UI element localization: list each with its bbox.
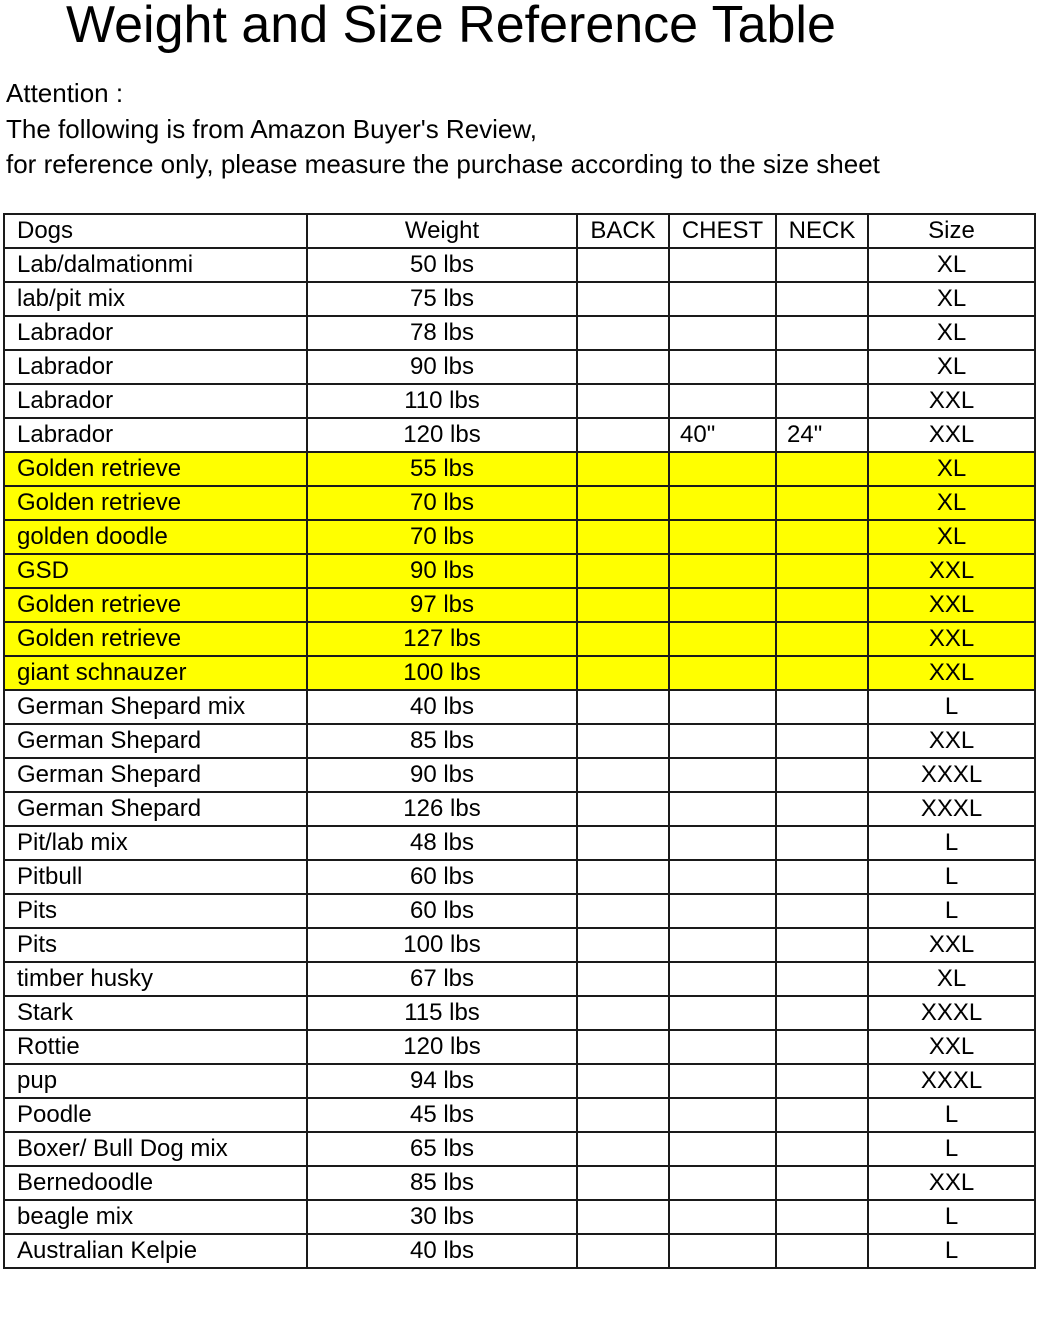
cell-back xyxy=(577,622,669,656)
table-row xyxy=(4,1064,1035,1098)
cell-neck xyxy=(776,316,868,350)
cell-size: XXXL xyxy=(868,996,1035,1030)
cell-chest xyxy=(669,520,776,554)
header-size: Size xyxy=(868,214,1035,248)
cell-chest xyxy=(669,1030,776,1064)
cell-size: XXL xyxy=(868,724,1035,758)
cell-size: L xyxy=(868,1132,1035,1166)
table-row xyxy=(4,894,1035,928)
cell-weight: 48 lbs xyxy=(307,826,577,860)
table-row xyxy=(4,826,1035,860)
cell-neck xyxy=(776,1166,868,1200)
table-row xyxy=(4,520,1035,554)
cell-size: XXL xyxy=(868,928,1035,962)
cell-neck xyxy=(776,996,868,1030)
cell-neck xyxy=(776,452,868,486)
cell-size: XXL xyxy=(868,1166,1035,1200)
cell-size: XXXL xyxy=(868,758,1035,792)
cell-size: XL xyxy=(868,350,1035,384)
cell-back xyxy=(577,758,669,792)
cell-size: XL xyxy=(868,248,1035,282)
table-row xyxy=(4,486,1035,520)
table-row xyxy=(4,622,1035,656)
cell-chest xyxy=(669,384,776,418)
cell-size: XXL xyxy=(868,622,1035,656)
cell-dog: lab/pit mix xyxy=(4,282,307,316)
cell-neck xyxy=(776,384,868,418)
cell-neck xyxy=(776,520,868,554)
table-row xyxy=(4,1030,1035,1064)
cell-weight: 30 lbs xyxy=(307,1200,577,1234)
cell-size: XL xyxy=(868,282,1035,316)
cell-neck xyxy=(776,690,868,724)
cell-neck xyxy=(776,860,868,894)
cell-dog: German Shepard xyxy=(4,724,307,758)
cell-dog: Golden retrieve xyxy=(4,588,307,622)
cell-back xyxy=(577,554,669,588)
cell-dog: beagle mix xyxy=(4,1200,307,1234)
table-row xyxy=(4,418,1035,452)
table-row xyxy=(4,1098,1035,1132)
cell-chest xyxy=(669,1166,776,1200)
cell-chest xyxy=(669,1200,776,1234)
cell-dog: pup xyxy=(4,1064,307,1098)
header-chest: CHEST xyxy=(669,214,776,248)
cell-dog: giant schnauzer xyxy=(4,656,307,690)
attention-label: Attention : xyxy=(6,78,124,108)
cell-neck: 24" xyxy=(776,418,868,452)
cell-back xyxy=(577,418,669,452)
table-row xyxy=(4,282,1035,316)
cell-weight: 40 lbs xyxy=(307,690,577,724)
table-row xyxy=(4,452,1035,486)
table-body xyxy=(4,248,1035,1268)
cell-back xyxy=(577,826,669,860)
cell-neck xyxy=(776,1098,868,1132)
cell-dog: Pitbull xyxy=(4,860,307,894)
cell-dog: German Shepard mix xyxy=(4,690,307,724)
cell-neck xyxy=(776,758,868,792)
cell-back xyxy=(577,792,669,826)
cell-size: XXXL xyxy=(868,792,1035,826)
cell-size: L xyxy=(868,1098,1035,1132)
cell-back xyxy=(577,248,669,282)
header-back: BACK xyxy=(577,214,669,248)
size-reference-table xyxy=(3,213,1036,1269)
cell-neck xyxy=(776,282,868,316)
table-row xyxy=(4,1200,1035,1234)
cell-neck xyxy=(776,248,868,282)
header-weight: Weight xyxy=(307,214,577,248)
cell-weight: 70 lbs xyxy=(307,486,577,520)
header-dogs: Dogs xyxy=(4,214,307,248)
cell-dog: Poodle xyxy=(4,1098,307,1132)
cell-back xyxy=(577,962,669,996)
table-row xyxy=(4,860,1035,894)
cell-back xyxy=(577,316,669,350)
cell-weight: 45 lbs xyxy=(307,1098,577,1132)
cell-dog: Stark xyxy=(4,996,307,1030)
cell-chest xyxy=(669,486,776,520)
cell-neck xyxy=(776,1030,868,1064)
cell-size: XXXL xyxy=(868,1064,1035,1098)
cell-weight: 127 lbs xyxy=(307,622,577,656)
cell-size: XL xyxy=(868,520,1035,554)
table-row xyxy=(4,554,1035,588)
cell-dog: Pits xyxy=(4,928,307,962)
cell-weight: 78 lbs xyxy=(307,316,577,350)
cell-back xyxy=(577,1200,669,1234)
cell-chest xyxy=(669,1132,776,1166)
cell-dog: Labrador xyxy=(4,384,307,418)
table-row xyxy=(4,758,1035,792)
cell-weight: 100 lbs xyxy=(307,656,577,690)
table-row xyxy=(4,656,1035,690)
table-row xyxy=(4,1132,1035,1166)
cell-size: XL xyxy=(868,452,1035,486)
review-source-note: The following is from Amazon Buyer's Review, xyxy=(6,113,537,144)
cell-back xyxy=(577,1064,669,1098)
cell-back xyxy=(577,350,669,384)
cell-neck xyxy=(776,894,868,928)
header-neck: NECK xyxy=(776,214,868,248)
cell-chest xyxy=(669,690,776,724)
table-row xyxy=(4,1166,1035,1200)
cell-neck xyxy=(776,1234,868,1268)
cell-dog: German Shepard xyxy=(4,792,307,826)
cell-dog: German Shepard xyxy=(4,758,307,792)
cell-weight: 90 lbs xyxy=(307,554,577,588)
cell-back xyxy=(577,656,669,690)
cell-neck xyxy=(776,928,868,962)
cell-dog: Lab/dalmationmi xyxy=(4,248,307,282)
cell-dog: Golden retrieve xyxy=(4,622,307,656)
cell-chest xyxy=(669,350,776,384)
cell-dog: Boxer/ Bull Dog mix xyxy=(4,1132,307,1166)
cell-chest xyxy=(669,1064,776,1098)
cell-back xyxy=(577,724,669,758)
cell-weight: 65 lbs xyxy=(307,1132,577,1166)
cell-back xyxy=(577,520,669,554)
cell-weight: 90 lbs xyxy=(307,350,577,384)
cell-chest xyxy=(669,724,776,758)
table-row xyxy=(4,350,1035,384)
cell-weight: 85 lbs xyxy=(307,1166,577,1200)
cell-chest xyxy=(669,962,776,996)
cell-weight: 60 lbs xyxy=(307,894,577,928)
table-row xyxy=(4,588,1035,622)
table-row xyxy=(4,996,1035,1030)
table-row xyxy=(4,792,1035,826)
cell-back xyxy=(577,996,669,1030)
cell-size: L xyxy=(868,690,1035,724)
cell-back xyxy=(577,452,669,486)
cell-neck xyxy=(776,656,868,690)
cell-chest xyxy=(669,622,776,656)
cell-chest xyxy=(669,554,776,588)
cell-weight: 97 lbs xyxy=(307,588,577,622)
cell-dog: Bernedoodle xyxy=(4,1166,307,1200)
cell-dog: GSD xyxy=(4,554,307,588)
cell-weight: 126 lbs xyxy=(307,792,577,826)
cell-dog: Golden retrieve xyxy=(4,452,307,486)
cell-back xyxy=(577,588,669,622)
cell-size: XL xyxy=(868,316,1035,350)
cell-size: L xyxy=(868,1234,1035,1268)
cell-dog: Labrador xyxy=(4,418,307,452)
cell-back xyxy=(577,486,669,520)
cell-chest xyxy=(669,1098,776,1132)
cell-chest xyxy=(669,248,776,282)
cell-neck xyxy=(776,724,868,758)
cell-weight: 110 lbs xyxy=(307,384,577,418)
cell-back xyxy=(577,384,669,418)
cell-chest xyxy=(669,996,776,1030)
cell-back xyxy=(577,928,669,962)
table-row xyxy=(4,962,1035,996)
table-header-row xyxy=(4,214,1035,248)
cell-chest xyxy=(669,656,776,690)
cell-size: XXL xyxy=(868,554,1035,588)
cell-size: XXL xyxy=(868,384,1035,418)
cell-chest xyxy=(669,588,776,622)
cell-neck xyxy=(776,962,868,996)
cell-back xyxy=(577,690,669,724)
table-row xyxy=(4,316,1035,350)
cell-back xyxy=(577,1030,669,1064)
cell-back xyxy=(577,860,669,894)
cell-back xyxy=(577,282,669,316)
cell-chest xyxy=(669,282,776,316)
cell-chest: 40" xyxy=(669,418,776,452)
cell-size: L xyxy=(868,894,1035,928)
cell-weight: 50 lbs xyxy=(307,248,577,282)
cell-neck xyxy=(776,486,868,520)
cell-size: XXL xyxy=(868,588,1035,622)
cell-back xyxy=(577,1234,669,1268)
cell-weight: 94 lbs xyxy=(307,1064,577,1098)
cell-weight: 120 lbs xyxy=(307,418,577,452)
cell-size: XL xyxy=(868,962,1035,996)
cell-chest xyxy=(669,452,776,486)
cell-dog: Labrador xyxy=(4,350,307,384)
cell-dog: Australian Kelpie xyxy=(4,1234,307,1268)
cell-size: XL xyxy=(868,486,1035,520)
table-row xyxy=(4,928,1035,962)
table-row xyxy=(4,248,1035,282)
cell-dog: Rottie xyxy=(4,1030,307,1064)
cell-back xyxy=(577,1098,669,1132)
cell-weight: 40 lbs xyxy=(307,1234,577,1268)
table-row xyxy=(4,1234,1035,1268)
cell-dog: Golden retrieve xyxy=(4,486,307,520)
cell-neck xyxy=(776,1200,868,1234)
cell-size: L xyxy=(868,860,1035,894)
cell-weight: 70 lbs xyxy=(307,520,577,554)
cell-weight: 75 lbs xyxy=(307,282,577,316)
cell-neck xyxy=(776,588,868,622)
cell-chest xyxy=(669,860,776,894)
table-row xyxy=(4,724,1035,758)
cell-dog: Labrador xyxy=(4,316,307,350)
cell-neck xyxy=(776,554,868,588)
cell-neck xyxy=(776,826,868,860)
cell-size: XXL xyxy=(868,656,1035,690)
page-title: Weight and Size Reference Table xyxy=(66,0,836,54)
cell-weight: 85 lbs xyxy=(307,724,577,758)
cell-weight: 115 lbs xyxy=(307,996,577,1030)
cell-size: L xyxy=(868,826,1035,860)
attention-notes xyxy=(6,76,880,183)
cell-chest xyxy=(669,792,776,826)
cell-dog: Pits xyxy=(4,894,307,928)
cell-weight: 100 lbs xyxy=(307,928,577,962)
reference-disclaimer: for reference only, please measure the purchase according to the size sheet xyxy=(6,149,880,179)
cell-weight: 67 lbs xyxy=(307,962,577,996)
cell-dog: Pit/lab mix xyxy=(4,826,307,860)
cell-weight: 60 lbs xyxy=(307,860,577,894)
cell-chest xyxy=(669,894,776,928)
table-row xyxy=(4,690,1035,724)
cell-back xyxy=(577,1166,669,1200)
cell-back xyxy=(577,1132,669,1166)
cell-neck xyxy=(776,350,868,384)
cell-chest xyxy=(669,758,776,792)
cell-dog: golden doodle xyxy=(4,520,307,554)
cell-size: XXL xyxy=(868,1030,1035,1064)
cell-chest xyxy=(669,316,776,350)
cell-neck xyxy=(776,1064,868,1098)
cell-size: L xyxy=(868,1200,1035,1234)
cell-chest xyxy=(669,1234,776,1268)
table-row xyxy=(4,384,1035,418)
cell-neck xyxy=(776,792,868,826)
cell-weight: 120 lbs xyxy=(307,1030,577,1064)
cell-chest xyxy=(669,928,776,962)
cell-dog: timber husky xyxy=(4,962,307,996)
cell-size: XXL xyxy=(868,418,1035,452)
cell-neck xyxy=(776,622,868,656)
cell-neck xyxy=(776,1132,868,1166)
cell-chest xyxy=(669,826,776,860)
cell-back xyxy=(577,894,669,928)
cell-weight: 90 lbs xyxy=(307,758,577,792)
cell-weight: 55 lbs xyxy=(307,452,577,486)
